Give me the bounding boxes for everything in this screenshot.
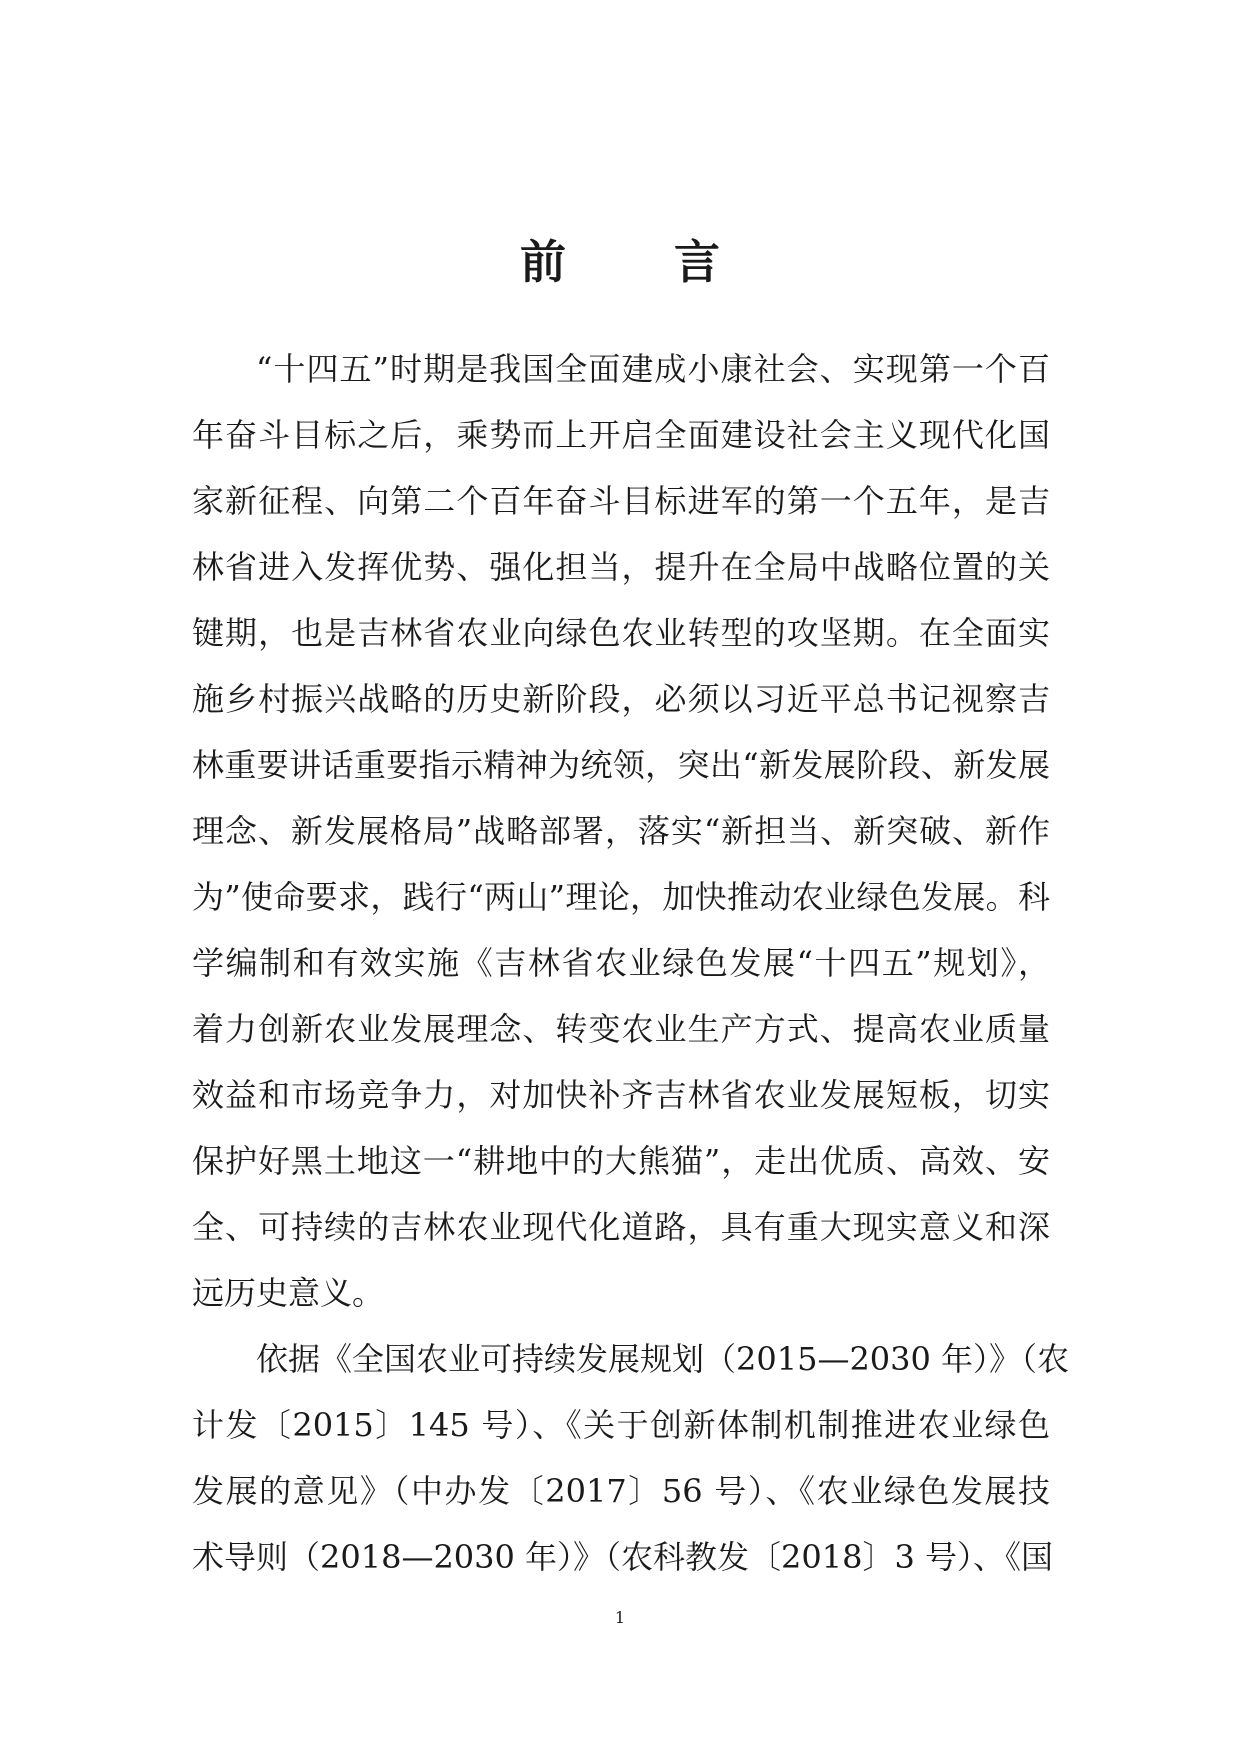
paragraph-1 — [192, 336, 1050, 1326]
page-number: 1 — [614, 1608, 626, 1627]
text-line: 全、可持续的吉林农业现代化道路，具有重大现实意义和深 — [192, 1208, 1050, 1246]
text-line: 为”使命要求，践行“两山”理论，加快推动农业绿色发展。科 — [192, 878, 1050, 916]
text-line: 理念、新发展格局”战略部署，落实“新担当、新突破、新作 — [192, 812, 1050, 850]
text-line: 依据《全国农业可持续发展规划（2015—2030 年）》（农 — [256, 1340, 1070, 1378]
text-line: 键期，也是吉林省农业向绿色农业转型的攻坚期。在全面实 — [192, 614, 1050, 652]
text-line: 效益和市场竞争力，对加快补齐吉林省农业发展短板，切实 — [192, 1076, 1050, 1114]
text-line: 学编制和有效实施《吉林省农业绿色发展“十四五”规划》， — [192, 944, 1050, 982]
text-line: 施乡村振兴战略的历史新阶段，必须以习近平总书记视察吉 — [192, 680, 1050, 718]
text-line: 计发〔2015〕145 号）、《关于创新体制机制推进农业绿色 — [192, 1406, 1050, 1444]
text-line: 年奋斗目标之后，乘势而上开启全面建设社会主义现代化国 — [192, 416, 1050, 454]
text-line: 着力创新农业发展理念、转变农业生产方式、提高农业质量 — [192, 1010, 1050, 1048]
text-line: 林重要讲话重要指示精神为统领，突出“新发展阶段、新发展 — [192, 746, 1050, 784]
paragraph-2 — [192, 1326, 1070, 1590]
text-line: 远历史意义。 — [192, 1274, 385, 1312]
text-line: 林省进入发挥优势、强化担当，提升在全局中战略位置的关 — [192, 548, 1050, 586]
text-line: 保护好黑土地这一“耕地中的大熊猫”，走出优质、高效、安 — [192, 1142, 1050, 1180]
text-line: 发展的意见》（中办发〔2017〕56 号）、《农业绿色发展技 — [192, 1472, 1050, 1510]
text-line: 家新征程、向第二个百年奋斗目标进军的第一个五年，是吉 — [192, 482, 1050, 520]
text-line: “十四五”时期是我国全面建成小康社会、实现第一个百 — [256, 350, 1050, 388]
text-line: 术导则（2018—2030 年）》（农科教发〔2018〕3 号）、《国 — [192, 1538, 1054, 1576]
document-body — [192, 336, 1070, 1590]
page-title: 前 言 — [519, 235, 766, 289]
